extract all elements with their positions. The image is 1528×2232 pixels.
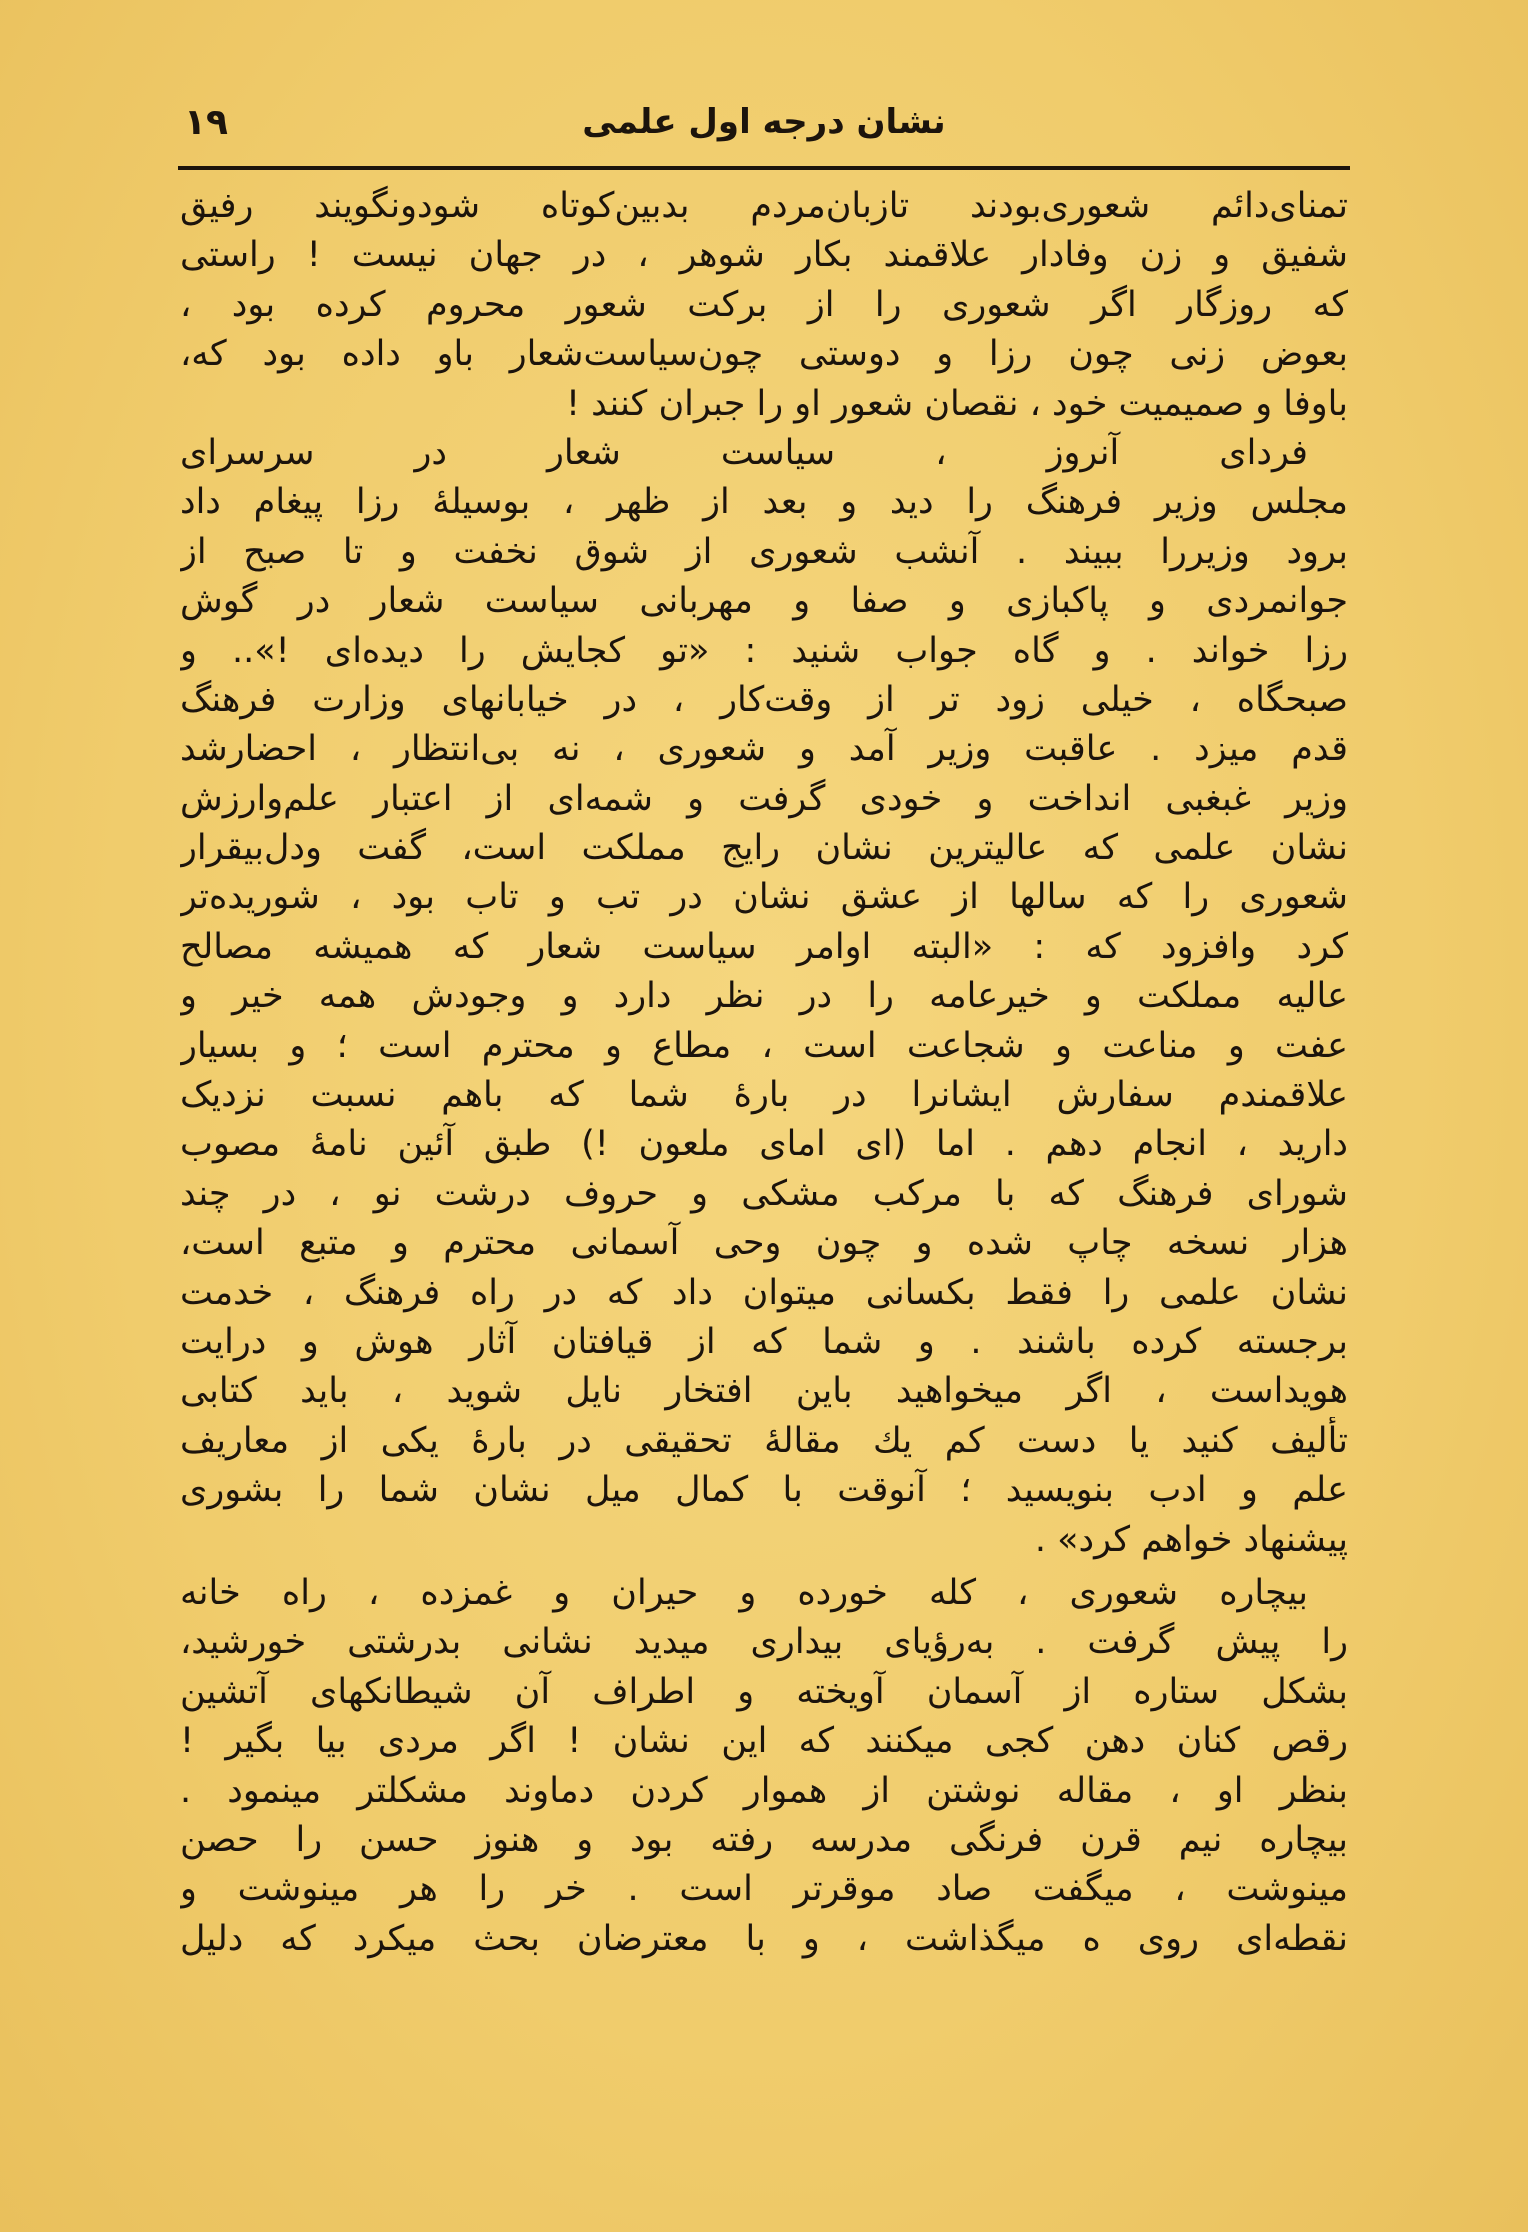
text-line: بشکل ستاره از آسمان آویخته و اطراف آن شیطانکهای آتشین xyxy=(180,1671,1348,1712)
text-line: علم و ادب بنویسید ؛ آنوقت با کمال میل نشان شما را بشوری xyxy=(180,1470,1348,1511)
text-line: بیچاره نیم قرن فرنگی مدرسه رفته بود و هنوز حسن را حصن xyxy=(180,1819,1348,1860)
text-line: نقطه‌ای روی ه میگذاشت ، و با معترضان بحث میکرد که دلیل xyxy=(180,1918,1348,1959)
text-line: دارید ، انجام دهم . اما (ای امای ملعون !) طبق آئین نامهٔ مصوب xyxy=(180,1124,1348,1165)
text-line: مجلس وزیر فرهنگ را دید و بعد از ظهر ، بوسیلهٔ رزا پیغام داد xyxy=(180,482,1348,523)
page-header xyxy=(178,100,1350,152)
text-line: کرد وافزود که : «البته اوامر سیاست شعار که همیشه مصالح xyxy=(180,926,1348,967)
body-text xyxy=(180,182,1348,1964)
text-line: باوفا و صمیمیت خود ، نقصان شعور او را جبران کنند ! xyxy=(566,383,1348,424)
running-title: نشان درجه اول علمی xyxy=(582,102,946,142)
text-line: مینوشت ، میگفت صاد موقرتر است . خر را هر مینوشت و xyxy=(180,1869,1348,1910)
page-number: ۱۹ xyxy=(184,102,228,143)
text-line: نشان علمی را فقط بکسانی میتوان داد که در راه فرهنگ ، خدمت xyxy=(180,1272,1348,1313)
text-line: شورای فرهنگ که با مرکب مشکی و حروف درشت نو ، در چند xyxy=(180,1173,1348,1214)
text-line: رزا خواند . و گاه جواب شنید : «تو کجایش را دیده‌ای !».. و xyxy=(180,630,1348,671)
header-rule xyxy=(178,166,1350,170)
text-line: عالیه مملکت و خیرعامه را در نظر دارد و وجودش همه خیر و xyxy=(180,976,1348,1017)
text-line: شفیق و زن وفادار علاقمند بکار شوهر ، در جهان نیست ! راستی xyxy=(180,235,1348,276)
text-line: رقص کنان دهن کجی میکنند که این نشان ! اگر مردی بیا بگیر ! xyxy=(180,1721,1348,1762)
text-line: صبحگاه ، خیلی زود تر از وقت‌کار ، در خیابانهای وزارت فرهنگ xyxy=(180,679,1348,720)
text-line: قدم میزد . عاقبت وزیر آمد و شعوری ، نه بی‌انتظار ، احضارشد xyxy=(180,729,1348,770)
text-line: وزیر غبغبی انداخت و خودی گرفت و شمه‌ای از اعتبار علم‌وارزش xyxy=(180,778,1348,819)
text-line: بعوض زنی چون رزا و دوستی چون‌سیاست‌شعار باو داده بود که، xyxy=(180,334,1348,375)
text-line: بیچاره شعوری ، کله خورده و حیران و غمزده ، راه خانه xyxy=(180,1572,1308,1613)
text-line: جوانمردی و پاکبازی و صفا و مهربانی سیاست شعار در گوش xyxy=(180,581,1348,622)
text-line: را پیش گرفت . به‌رؤیای بیداری میدید نشانی بدرشتی خورشید، xyxy=(180,1622,1348,1663)
text-line: علاقمندم سفارش ایشانرا در بارهٔ شما که باهم نسبت نزدیک xyxy=(180,1075,1348,1116)
text-line: بنظر او ، مقاله نوشتن از هموار کردن دماوند مشکلتر مینمود . xyxy=(180,1770,1348,1811)
text-line: که روزگار اگر شعوری را از برکت شعور محروم کرده بود ، xyxy=(180,284,1348,325)
text-line: شعوری را که سالها از عشق نشان در تب و تاب بود ، شوریده‌تر xyxy=(180,877,1348,918)
text-line: هزار نسخه چاپ شده و چون وحی آسمانی محترم و متبع است، xyxy=(180,1223,1348,1264)
text-line: پیشنهاد خواهم کرد» . xyxy=(1034,1519,1348,1560)
text-line: برجسته کرده باشند . و شما که از قیافتان آثار هوش و درایت xyxy=(180,1321,1348,1362)
text-line: تمنای‌دائم شعوری‌بودند تازبان‌مردم بدبین‌کوتاه شودونگویند رفیق xyxy=(180,186,1348,226)
text-line: تألیف کنید یا دست کم یك مقالهٔ تحقیقی در بارهٔ یکی از معاریف xyxy=(180,1420,1348,1461)
text-line: نشان علمی که عالیترین نشان رایج مملکت است، گفت ودل‌بیقرار xyxy=(180,828,1348,869)
text-line: برود وزیررا ببیند . آنشب شعوری از شوق نخفت و تا صبح از xyxy=(180,531,1348,572)
text-line: عفت و مناعت و شجاعت است ، مطاع و محترم است ؛ و بسیار xyxy=(180,1025,1348,1066)
text-line: هویداست ، اگر میخواهید باین افتخار نایل شوید ، باید کتابی xyxy=(180,1371,1348,1412)
text-line: فردای آنروز ، سیاست شعار در سرسرای xyxy=(180,432,1308,473)
